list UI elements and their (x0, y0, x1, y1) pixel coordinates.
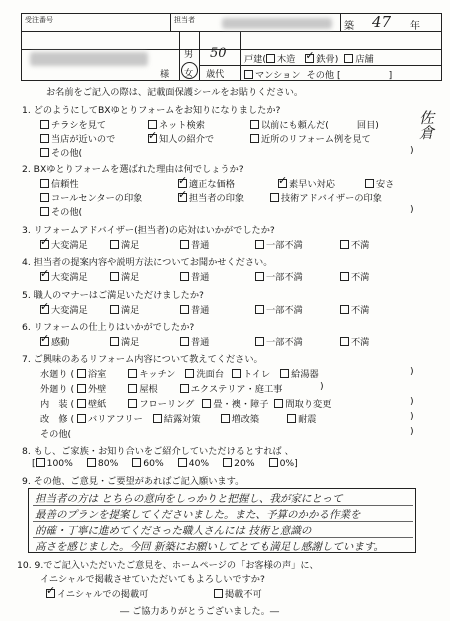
checkbox-q5-very[interactable] (40, 305, 49, 314)
checkbox-60[interactable] (132, 458, 141, 467)
checkbox-q4-partly[interactable] (255, 272, 264, 281)
checkbox-wallpaper[interactable] (77, 399, 86, 408)
checkbox-q4-very[interactable] (40, 272, 49, 281)
q7-row-interior: 内 装 ( 壁紙 フローリング 畳・襖・障子 間取り変更 (40, 399, 332, 410)
residence-house: 戸建( 木造✓ 鉄骨) 店舗 (244, 51, 374, 65)
checkbox-previous[interactable] (250, 120, 259, 129)
checkbox-steel[interactable] (305, 54, 314, 63)
instruction-text: お名前をご記入の際は、記載面保護シールをお貼りください。 (46, 87, 304, 98)
checkbox-q6-normal[interactable] (180, 337, 189, 346)
checkbox-flyer[interactable] (40, 120, 49, 129)
checkbox-q4-normal[interactable] (180, 272, 189, 281)
checkbox-q6-dissatisfied[interactable] (340, 337, 349, 346)
checkbox-water-heater[interactable] (280, 369, 289, 378)
gender-female: 女 (184, 68, 194, 79)
q4-o2: 満足 (110, 269, 139, 283)
building-age-prefix: 築 (344, 21, 354, 32)
checkbox-q5-satisfied[interactable] (110, 305, 119, 314)
comment-line-2: 最善のプランを提案してくださいました。また、予算のかかる作業を (35, 509, 361, 521)
q5-title: 5. 職人のマナーはご満足いただけましたか? (22, 290, 204, 301)
q6-o1: ✓感動 (40, 334, 69, 348)
q2-cheap: 安さ (365, 176, 394, 190)
checkbox-q3-dissatisfied[interactable] (340, 240, 349, 249)
q1-friend: ✓ 知人の紹介で (148, 131, 214, 145)
checkbox-store[interactable] (344, 54, 353, 63)
q1-near: 当店が近いので (40, 131, 115, 145)
checkbox-q6-satisfied[interactable] (110, 337, 119, 346)
checkbox-0[interactable] (269, 458, 278, 467)
representative-label: 担当者 (174, 16, 195, 24)
honorific: 様 (160, 69, 170, 80)
q2-title: 2. BXゆとりフォームを選ばれた理由は何でしょうか? (22, 164, 244, 175)
checkbox-q6-partly[interactable] (255, 337, 264, 346)
q10-title: 10. 9.でご記入いただいたご意見を、ホームページの「お客様の声」に、 (17, 560, 319, 571)
checkbox-q3-normal[interactable] (180, 240, 189, 249)
checkbox-exterior[interactable] (180, 384, 189, 393)
q7-row-exterior: 外廻り ( 外壁 屋根 エクステリア・庭工事 (40, 384, 283, 395)
checkbox-q3-partly[interactable] (255, 240, 264, 249)
checkbox-layout-change[interactable] (274, 399, 283, 408)
q7-row-renovation: 改 修 ( バリアフリー 結露対策 増改築 耐震 (40, 414, 317, 425)
checkbox-friend[interactable] (148, 134, 157, 143)
q1-title: 1. どのようにしてBXゆとりフォームをお知りになりましたか? (22, 105, 281, 116)
checkbox-tatami[interactable] (202, 399, 211, 408)
comment-line-4: 高さを感じました。今回 新築にお願いしてとても満足し感謝しています。 (35, 541, 384, 553)
q7-row-water: 水廻り ( 浴室 キッチン 洗面台 トイレ 給湯器 (40, 369, 319, 380)
checkbox-q5-partly[interactable] (255, 305, 264, 314)
checkbox-cheap[interactable] (365, 179, 374, 188)
checkbox-q2-other[interactable] (40, 207, 49, 216)
checkbox-outer-wall[interactable] (77, 384, 86, 393)
q10-opt1: ✓イニシャルでの掲載可 (46, 586, 148, 600)
checkbox-40[interactable] (178, 458, 187, 467)
checkbox-q4-satisfied[interactable] (110, 272, 119, 281)
q10-subtitle: イニシャルで掲載させていただいてもよろしいですか? (40, 574, 265, 585)
q7-other: その他( (40, 429, 72, 440)
q4-o4: 一部不満 (255, 269, 303, 283)
footer-thanks: ― ご協力ありがとうございました。― (120, 606, 280, 617)
checkbox-80[interactable] (87, 458, 96, 467)
q2-price: ✓ 適正な価格 (178, 176, 235, 190)
q7-title: 7. ご興味のあるリフォーム内容について教えてください。 (22, 354, 263, 365)
q7-row-water-close: ) (410, 366, 414, 377)
q6-o4: 一部不満 (255, 334, 303, 348)
checkbox-call-center[interactable] (40, 193, 49, 202)
checkbox-speed[interactable] (278, 179, 287, 188)
checkbox-100[interactable] (36, 458, 45, 467)
q4-o3: 普通 (180, 269, 209, 283)
q1-net: ネット検索 (148, 117, 205, 131)
checkbox-extension[interactable] (221, 414, 230, 423)
checkbox-kitchen[interactable] (128, 369, 137, 378)
gender-male: 男 (184, 49, 194, 60)
q4-o1: ✓大変満足 (40, 269, 88, 283)
checkbox-q5-normal[interactable] (180, 305, 189, 314)
checkbox-rep-impression[interactable] (178, 193, 187, 202)
q6-o5: 不満 (340, 334, 369, 348)
redacted-name (30, 52, 148, 66)
q2-rep: ✓ 担当者の印象 (178, 190, 244, 204)
checkbox-q6-moved[interactable] (40, 337, 49, 346)
checkbox-q1-other[interactable] (40, 148, 49, 157)
checkbox-roof[interactable] (128, 384, 137, 393)
checkbox-condensation[interactable] (153, 414, 162, 423)
checkbox-price[interactable] (178, 179, 187, 188)
q5-o1: ✓大変満足 (40, 302, 88, 316)
checkbox-trust[interactable] (40, 179, 49, 188)
checkbox-wood[interactable] (266, 54, 275, 63)
building-age-suffix: 年 (410, 21, 420, 32)
q3-o4: 一部不満 (255, 237, 303, 251)
q9-title: 9. その他、ご意見・ご要望があればご記入願います。 (22, 476, 245, 487)
q2-other: その他( (40, 204, 82, 218)
checkbox-flooring[interactable] (128, 399, 137, 408)
checkbox-20[interactable] (223, 458, 232, 467)
comment-line-1: 担当者の方は とちらの意向をしっかりと把握し、我が家にとって (35, 493, 343, 505)
checkbox-bath[interactable] (77, 369, 86, 378)
comment-line-3: 的確・丁寧に進めてくださった職人さんには 技術と意識の (35, 525, 312, 537)
checkbox-neighbor-example[interactable] (250, 134, 259, 143)
comment-box[interactable] (28, 488, 416, 553)
q3-o1: ✓大変満足 (40, 237, 88, 251)
q3-o3: 普通 (180, 237, 209, 251)
checkbox-washbasin[interactable] (185, 369, 194, 378)
q8-options: [ 100% 80% 60% 40% 20% 0%] (32, 458, 298, 469)
q6-title: 6. リフォームの仕上りはいかがでしたか? (22, 322, 195, 333)
q2-tech: 技術アドバイザーの印象 (270, 190, 382, 204)
q3-o2: 満足 (110, 237, 139, 251)
q3-o5: 不満 (340, 237, 369, 251)
q2-call: コールセンターの印象 (40, 190, 142, 204)
q3-title: 3. リフォームアドバイザー(担当者)の応対はいかがでしたか? (22, 225, 275, 236)
checkbox-toilet[interactable] (232, 369, 241, 378)
residence-mansion: マンション その他 [ ] (244, 67, 392, 81)
checkbox-earthquake[interactable] (287, 414, 296, 423)
q4-o5: 不満 (340, 269, 369, 283)
checkbox-q3-very[interactable] (40, 240, 49, 249)
q1-row1: チラシを見て (40, 117, 106, 131)
side-note: 佐倉 (417, 110, 435, 140)
q5-o2: 満足 (110, 302, 139, 316)
building-age-value: 47 (372, 13, 392, 31)
checkbox-q4-dissatisfied[interactable] (340, 272, 349, 281)
reception-number-label: 受注番号 (25, 16, 53, 24)
q2-trust: 信頼性 (40, 176, 79, 190)
age-value: 50 (210, 46, 227, 61)
checkbox-mansion[interactable] (244, 70, 253, 79)
checkbox-q5-dissatisfied[interactable] (340, 305, 349, 314)
q7-row-renovation-close: ) (410, 411, 414, 422)
checkbox-q3-satisfied[interactable] (110, 240, 119, 249)
q4-title: 4. 担当者の提案内容や説明方法についてお聞かせください。 (22, 257, 273, 268)
q5-o5: 不満 (340, 302, 369, 316)
q5-o4: 一部不満 (255, 302, 303, 316)
checkbox-near-store[interactable] (40, 134, 49, 143)
checkbox-barrier-free[interactable] (77, 414, 86, 423)
checkbox-tech-advisor[interactable] (270, 193, 279, 202)
q7-row-exterior-close: ) (320, 381, 324, 392)
q5-o3: 普通 (180, 302, 209, 316)
q1-other: その他( (40, 145, 82, 159)
q7-row-interior-close: ) (410, 396, 414, 407)
q1-neighbor: 近所のリフォーム例を見て (250, 131, 371, 145)
q2-other-close: ) (410, 204, 414, 215)
q1-other-close: ) (410, 145, 414, 156)
checkbox-net-search[interactable] (148, 120, 157, 129)
q8-title: 8. もし、ご家族・お知り合いをご紹介していただけるとすれば 、 (22, 446, 294, 457)
checkbox-no-publish[interactable] (214, 589, 223, 598)
redacted-representative (222, 18, 332, 29)
q7-other-close: ) (410, 426, 414, 437)
q6-o3: 普通 (180, 334, 209, 348)
q6-o2: 満足 (110, 334, 139, 348)
age-unit: 歳代 (206, 69, 225, 80)
checkbox-initial-ok[interactable] (46, 589, 55, 598)
q2-speed: ✓ 素早い対応 (278, 176, 335, 190)
q10-opt2: 掲載不可 (214, 586, 262, 600)
q1-before: 以前にも頼んだ( 回目) (250, 117, 379, 131)
